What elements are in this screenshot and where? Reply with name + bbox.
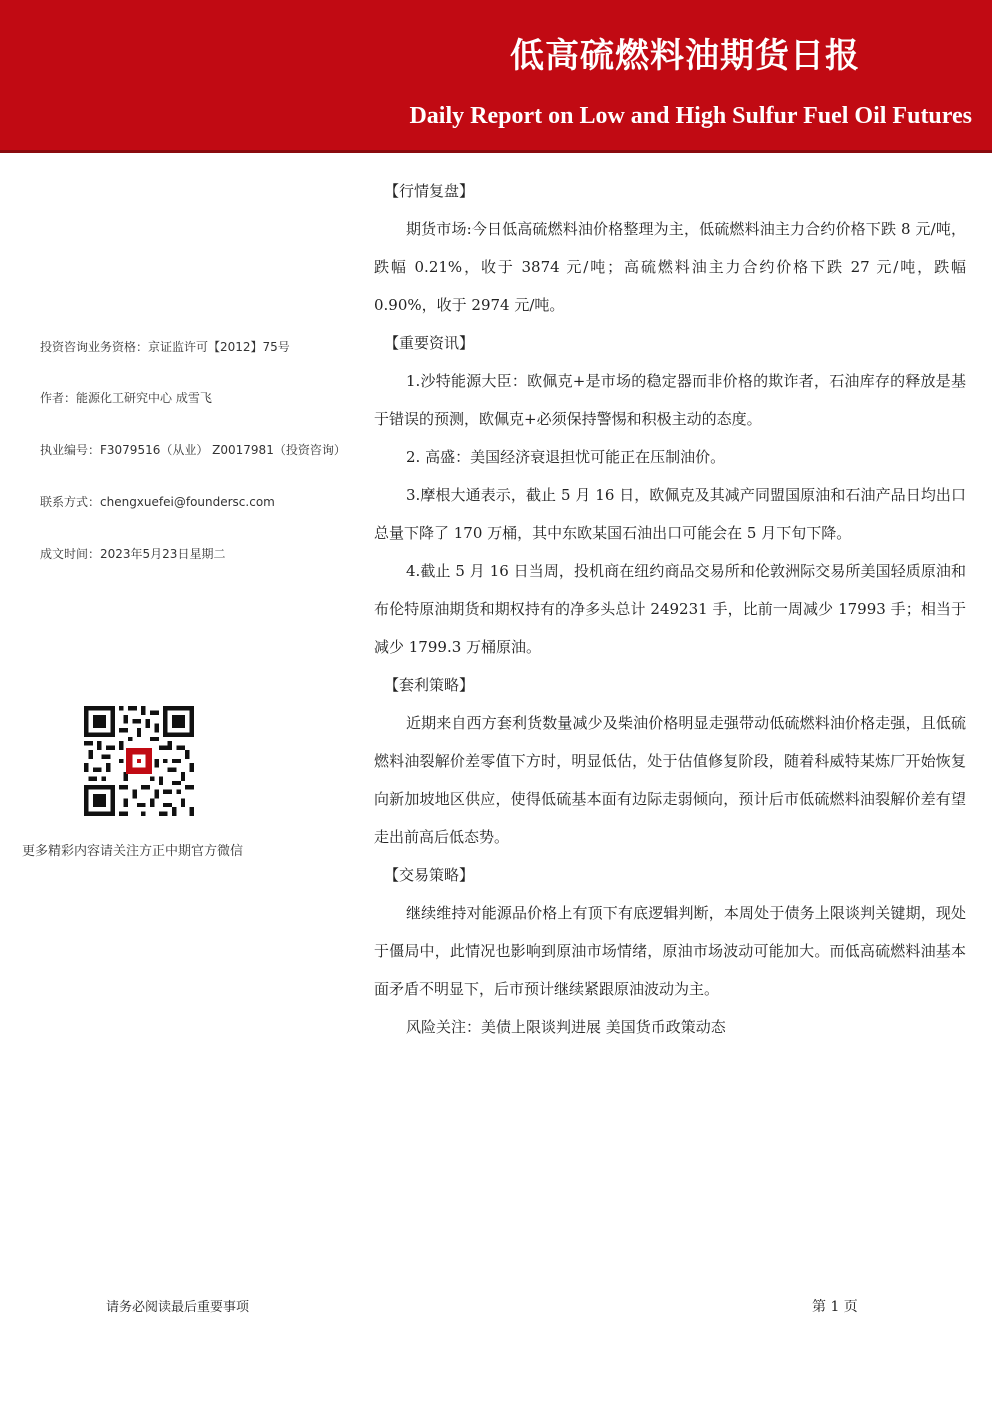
report-title-cn: 低高硫燃料油期货日报 <box>510 36 860 76</box>
author-text: 作者：能源化工研究中心 成雪飞 <box>40 391 212 405</box>
header-banner <box>0 0 992 150</box>
report-title-en: Daily Report on Low and High Sulfur Fuel Oil Futures <box>409 103 972 129</box>
license-text: 执业编号：F3079516（从业） Z0017981（投资咨询） <box>40 443 346 457</box>
market-review-paragraph: 期货市场:今日低高硫燃料油价格整理为主，低硫燃料油主力合约价格下跌 8 元/吨，跌幅 0.21%，收于 3874 元/吨；高硫燃料油主力合约价格下跌 27 元/吨，跌幅 0.90%，收于 2974 元/吨。 <box>374 220 966 314</box>
qr-caption: 更多精彩内容请关注方正中期官方微信 <box>22 844 244 859</box>
news-item: 1.沙特能源大臣：欧佩克+是市场的稳定器而非价格的欺诈者，石油库存的释放是基于错误的预测，欧佩克+必须保持警惕和积极主动的态度。 <box>374 372 966 428</box>
wechat-qr-code <box>84 706 194 816</box>
risk-note: 风险关注：美债上限谈判进展 美国货币政策动态 <box>406 1018 726 1036</box>
section-heading-market-review: 【行情复盘】 <box>384 182 475 200</box>
section-heading-trading: 【交易策略】 <box>384 866 475 884</box>
news-item: 4.截止 5 月 16 日当周，投机商在纽约商品交易所和伦敦洲际交易所美国轻质原油和布伦特原油期货和期权持有的净多头总计 249231 手，比前一周减少 17993 手；相当于减少 1799.3 万桶原油。 <box>374 562 966 656</box>
footer-notice: 请务必阅读最后重要事项 <box>106 1300 250 1315</box>
report-body <box>374 172 966 1046</box>
news-item: 3.摩根大通表示，截止 5 月 16 日，欧佩克及其减产同盟国原油和石油产品日均出口总量下降了 170 万桶，其中东欧某国石油出口可能会在 5 月下旬下降。 <box>374 486 966 542</box>
header-divider <box>0 150 992 153</box>
qualification-text: 投资咨询业务资格：京证监许可【2012】75号 <box>40 340 290 354</box>
contact-text: 联系方式：chengxuefei@foundersc.com <box>40 495 275 509</box>
section-heading-arbitrage: 【套利策略】 <box>384 676 475 694</box>
page-number: 第 1 页 <box>812 1299 858 1315</box>
news-item: 2. 高盛：美国经济衰退担忧可能正在压制油价。 <box>406 448 726 466</box>
arbitrage-paragraph: 近期来自西方套利货数量减少及柴油价格明显走强带动低硫燃料油价格走强，且低硫燃料油裂解价差零值下方时，明显低估，处于估值修复阶段，随着科威特某炼厂开始恢复向新加坡地区供应，使得低硫基本面有边际走弱倾向，预计后市低硫燃料油裂解价差有望走出前高后低态势。 <box>374 714 966 846</box>
section-heading-news: 【重要资讯】 <box>384 334 475 352</box>
date-text: 成文时间：2023年5月23日星期二 <box>40 547 226 561</box>
trading-paragraph: 继续维持对能源品价格上有顶下有底逻辑判断，本周处于债务上限谈判关键期，现处于僵局中，此情况也影响到原油市场情绪，原油市场波动可能加大。而低高硫燃料油基本面矛盾不明显下，后市预计继续紧跟原油波动为主。 <box>374 904 966 998</box>
